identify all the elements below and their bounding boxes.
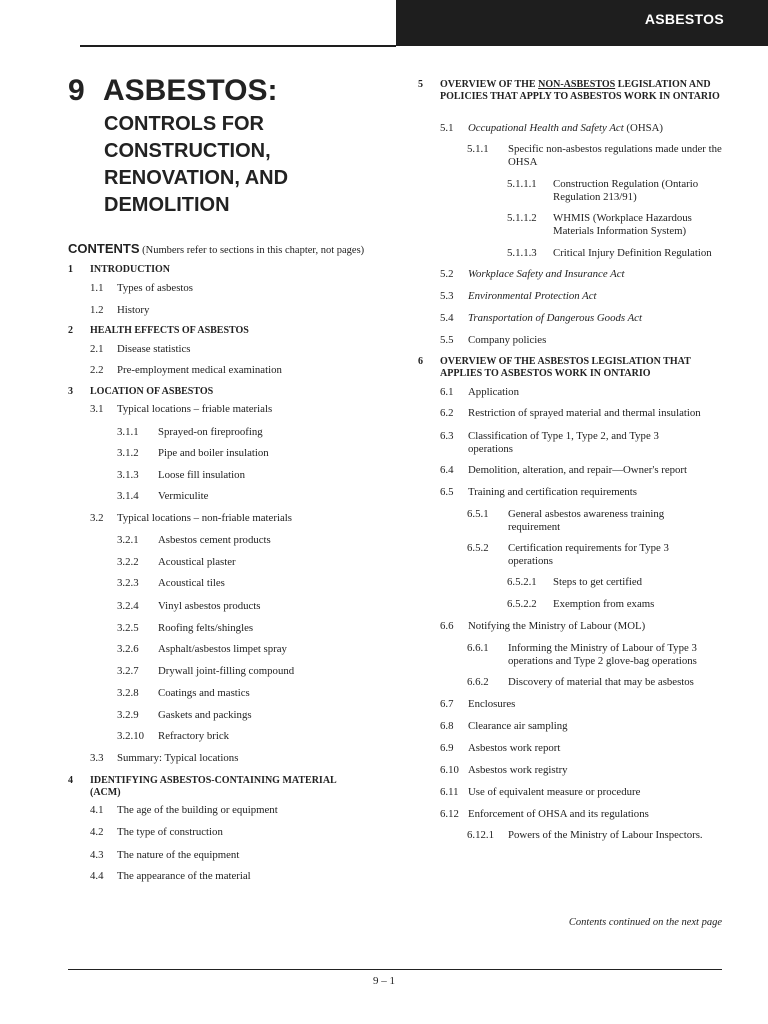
subtitle-line: RENOVATION, AND: [104, 167, 289, 189]
subtitle-line: CONSTRUCTION,: [104, 140, 271, 162]
underlined-term: NON-ASBESTOS: [538, 79, 616, 90]
subtitle-line: CONTROLS FOR: [104, 113, 264, 135]
contents-note: (Numbers refer to sections in this chapter, not pages): [142, 245, 365, 256]
continued-note: Contents continued on the next page: [568, 917, 722, 928]
footer-rule: [68, 969, 722, 970]
contents-heading: [68, 241, 364, 256]
section-label: ASBESTOS: [644, 11, 724, 27]
contents-label: CONTENTS: [68, 241, 140, 256]
chapter-title: ASBESTOS:: [103, 74, 278, 107]
chapter-number: 9: [68, 74, 85, 107]
subtitle-line: DEMOLITION: [104, 194, 230, 216]
header-bar: [396, 0, 768, 46]
chapter-subtitle: [104, 111, 288, 219]
header-rule: [80, 45, 396, 47]
page-number: 9 – 1: [373, 975, 395, 987]
